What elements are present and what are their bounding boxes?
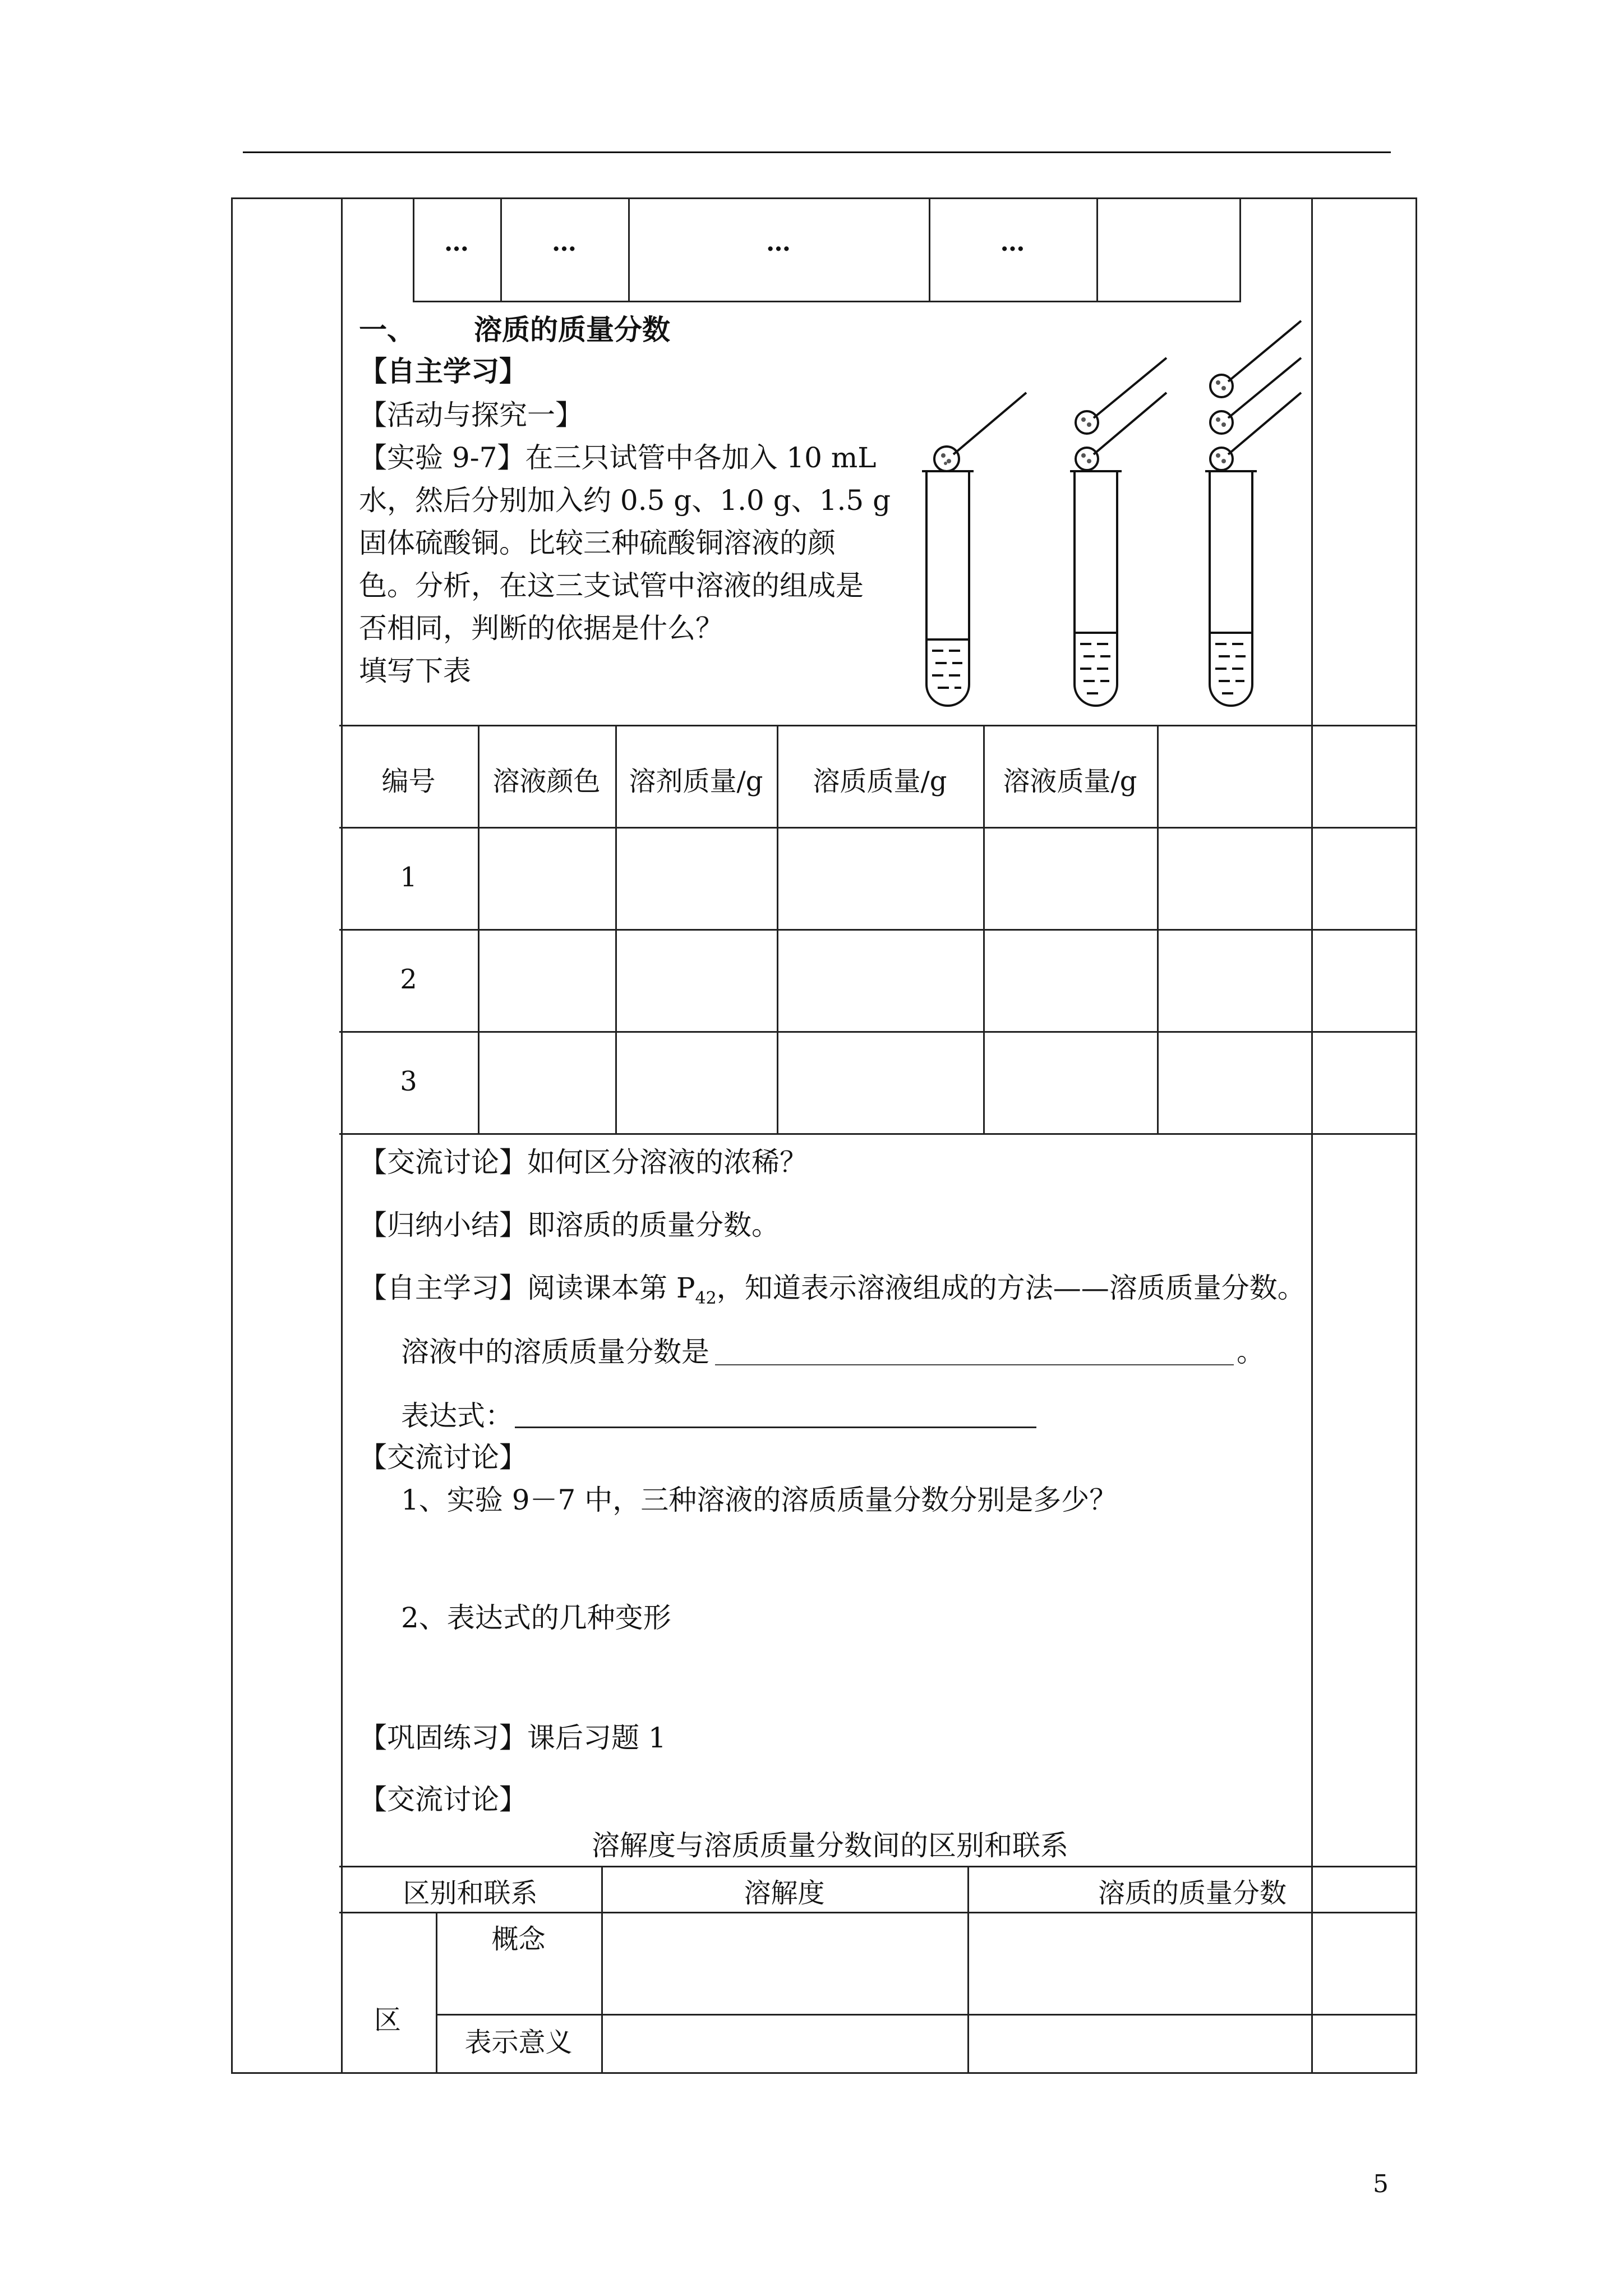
discussion-label: 【交流讨论】 <box>359 1783 527 1816</box>
discussion-question: 1、实验 9－7 中，三种溶液的溶质质量分数分别是多少？ <box>401 1484 1118 1516</box>
expression-blank[interactable] <box>515 1427 1036 1428</box>
definition-label: 溶液中的溶质质量分数是 <box>401 1336 709 1368</box>
experiment-line: 否相同，判断的依据是什么？ <box>359 612 723 645</box>
table-row-number: 2 <box>400 964 417 995</box>
activity-label: 【活动与探究一】 <box>359 399 583 431</box>
summary-text: 【归纳小结】即溶质的质量分数。 <box>359 1209 780 1241</box>
top-table-cell: … <box>552 228 577 257</box>
experiment-line: 【实验 9-7】在三只试管中各加入 10 mL <box>359 441 877 474</box>
test-tube-icon <box>922 471 974 706</box>
comparison-header: 溶质的质量分数 <box>1098 1878 1287 1909</box>
reading-prefix: 【自主学习】阅读课本第 P <box>359 1272 695 1304</box>
table-header: 溶液颜色 <box>492 766 601 797</box>
table-row-number: 3 <box>400 1066 417 1097</box>
top-table-cell: … <box>444 228 469 257</box>
discussion-question: 2、表达式的几种变形 <box>401 1602 671 1634</box>
comparison-row-label: 概念 <box>491 1924 546 1955</box>
experiment-line: 水，然后分别加入约 0.5 g、1.0 g、1.5 g <box>359 484 891 517</box>
test-tube-icon <box>1070 471 1122 706</box>
practice-text: 【巩固练习】课后习题 1 <box>359 1722 666 1754</box>
comparison-row-label: 表示意义 <box>464 2027 573 2058</box>
experiment-text <box>359 436 920 692</box>
table-header: 编号 <box>381 766 436 797</box>
experiment-line: 固体硫酸铜。比较三种硫酸铜溶液的颜 <box>359 527 836 559</box>
definition-blank[interactable] <box>715 1364 1234 1365</box>
discussion-label: 【交流讨论】 <box>359 1441 527 1474</box>
self-study-label: 【自主学习】 <box>359 355 527 388</box>
comparison-table <box>339 1866 1417 2074</box>
experiment-data-table <box>339 725 1417 1137</box>
test-tubes-illustration <box>909 314 1312 718</box>
test-tube-icon <box>1205 471 1257 706</box>
expression-label: 表达式： <box>401 1400 513 1432</box>
spatula-icon <box>1076 358 1166 470</box>
page-number: 5 <box>1373 2170 1389 2198</box>
table-header: 溶质质量/g <box>813 766 947 797</box>
experiment-line: 色。分析，在这三支试管中溶液的组成是 <box>359 569 864 602</box>
top-ellipsis-table <box>413 197 1241 302</box>
header-rule <box>243 151 1391 153</box>
top-table-cell: … <box>766 228 791 257</box>
comparison-group-label: 区 <box>374 2004 401 2036</box>
page-subscript: 42 <box>695 1289 717 1308</box>
top-table-cell: … <box>1000 228 1025 257</box>
reading-suffix: ，知道表示溶液组成的方法——溶质质量分数。 <box>716 1272 1306 1304</box>
table-header: 溶液质量/g <box>1003 766 1137 797</box>
definition-end: 。 <box>1237 1336 1265 1368</box>
section-number: 一、 <box>359 313 415 346</box>
self-study-reading <box>359 1267 1306 1320</box>
table-row-number: 1 <box>400 862 417 893</box>
comparison-header: 溶解度 <box>744 1878 825 1909</box>
experiment-line: 填写下表 <box>359 655 471 687</box>
spatula-icon <box>1210 321 1301 470</box>
section-title: 溶质的质量分数 <box>474 313 670 346</box>
discussion-question: 【交流讨论】如何区分溶液的浓稀？ <box>359 1146 808 1179</box>
table-header: 溶剂质量/g <box>629 766 763 797</box>
comparison-header: 区别和联系 <box>403 1878 538 1909</box>
comparison-caption: 溶解度与溶质质量分数间的区别和联系 <box>592 1829 1068 1862</box>
